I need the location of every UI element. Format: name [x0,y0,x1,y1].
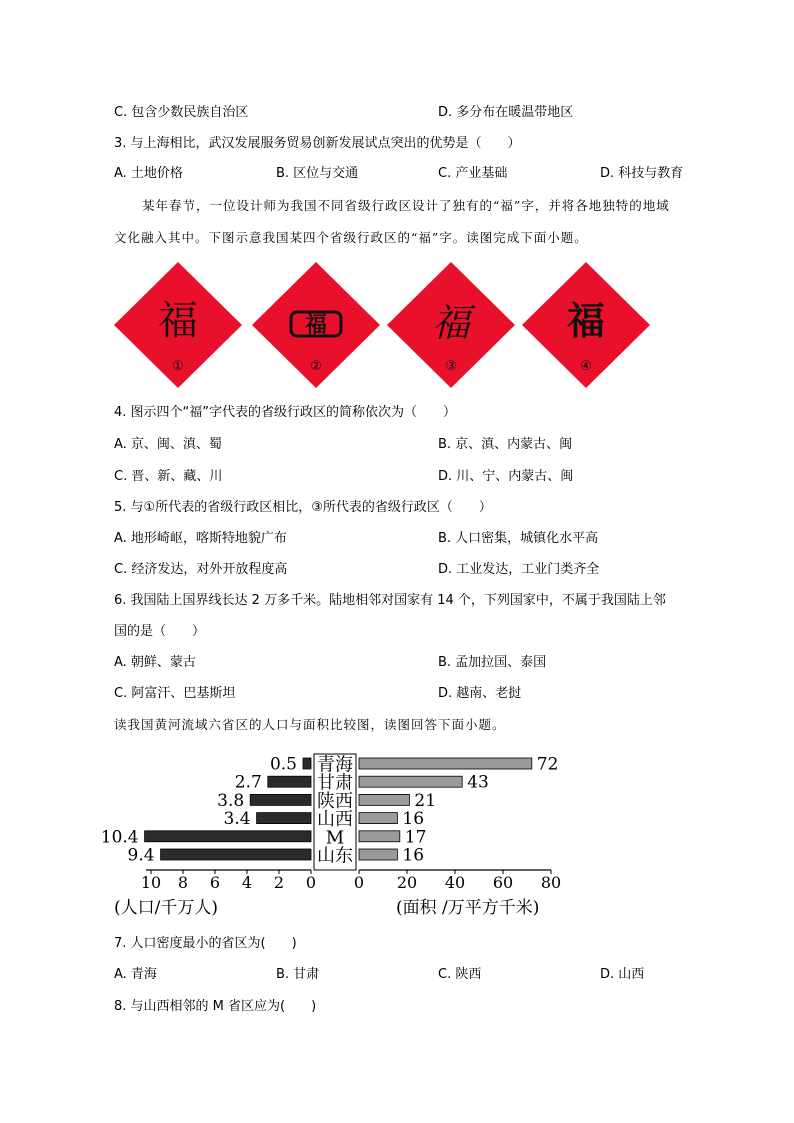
question-3: 3. 与上海相比，武汉发展服务贸易创新发展试点突出的优势是（ ） [114,136,521,151]
fu-glyph-4: 福 [566,299,606,343]
q5-option-a: A. 地形崎岖，喀斯特地貌广布 [114,531,287,546]
population-value-label: 10.4 [100,827,139,848]
category-label: 甘肃 [317,772,353,794]
q6-option-b: B. 孟加拉国、泰国 [438,655,547,670]
question-4: 4. 图示四个“福”字代表的省级行政区的简称依次为（ ） [114,405,457,420]
population-bar [303,758,311,769]
left-tick-label: 6 [209,873,221,892]
category-label: 山东 [317,845,353,867]
q3-option-b: B. 区位与交通 [276,166,359,181]
question-6-line2: 国的是（ ） [114,624,206,639]
right-tick-label: 60 [492,873,514,892]
q3-option-d: D. 科技与教育 [600,166,684,181]
question-5: 5. 与①所代表的省级行政区相比，③所代表的省级行政区（ ） [114,500,492,515]
question-6-line1: 6. 我国陆上国界线长达 2 万多千米。陆地相邻对国家有 14 个，下列国家中，不属于我国陆上邻 [114,593,666,608]
question-7: 7. 人口密度最小的省区为( ) [114,936,297,951]
left-tick-label: 2 [273,873,285,892]
question-8: 8. 与山西相邻的 M 省区应为( ) [114,999,317,1014]
population-area-chart [100,750,578,922]
q7-option-d: D. 山西 [600,967,645,982]
intro-fu-line1: 某年春节，一位设计师为我国不同省级行政区设计了独有的“福”字，并将各地独特的地域 [142,198,670,213]
area-bar [359,794,409,805]
q4-option-b: B. 京、滇、内蒙古、闽 [438,437,573,452]
area-value-label: 16 [402,845,425,866]
fu-glyph-2: 福 [304,313,328,338]
category-label: 青海 [317,754,353,776]
area-value-label: 21 [414,790,437,811]
population-value-label: 9.4 [127,845,155,866]
right-tick-label: 40 [444,873,466,892]
population-bar [161,849,311,860]
area-value-label: 43 [467,772,489,793]
population-value-label: 3.8 [217,790,245,811]
q7-option-b: B. 甘肃 [276,967,320,982]
intro-fu-line2: 文化融入其中。下图示意我国某四个省级行政区的“福”字。读图完成下面小题。 [114,230,588,245]
fu-glyph-3: 福 [431,301,471,345]
fu-label-2: ② [310,359,322,374]
q2-option-d: D. 多分布在暖温带地区 [438,105,574,120]
left-tick-label: 4 [241,873,253,892]
left-axis-title: (人口/千万人) [114,898,218,918]
category-label: 山西 [317,809,353,831]
fu-characters-figure [114,262,650,388]
q4-option-a: A. 京、闽、滇、蜀 [114,437,222,452]
fu-label-4: ④ [580,359,592,374]
q3-option-c: C. 产业基础 [438,166,508,181]
fu-glyph-1: 福 [158,298,198,344]
q6-option-c: C. 阿富汗、巴基斯坦 [114,686,236,701]
q4-option-c: C. 晋、新、藏、川 [114,469,223,484]
q3-option-a: A. 土地价格 [114,166,183,181]
population-bar [268,776,311,787]
area-value-label: 72 [536,754,559,775]
left-tick-label: 0 [305,873,317,892]
area-bar [359,813,397,824]
fu-label-1: ① [172,359,184,374]
population-bar [250,794,311,805]
right-tick-label: 0 [353,873,365,892]
population-value-label: 3.4 [223,809,251,830]
area-value-label: 16 [402,809,425,830]
area-bar [359,776,462,787]
population-bar [257,813,311,824]
right-tick-label: 20 [396,873,418,892]
area-bar [359,758,532,769]
intro-chart: 读我国黄河流域六省区的人口与面积比较图，读图回答下面小题。 [114,717,506,732]
q7-option-a: A. 青海 [114,967,157,982]
fu-diamond-3 [387,262,515,388]
fu-diamond-1 [114,262,242,388]
right-axis-title: (面积 /万平方千米) [396,898,540,918]
area-bar [359,831,400,842]
q5-option-b: B. 人口密集，城镇化水平高 [438,531,599,546]
q7-option-c: C. 陕西 [438,967,482,982]
q5-option-c: C. 经济发达，对外开放程度高 [114,562,288,577]
q5-option-d: D. 工业发达，工业门类齐全 [438,562,600,577]
fu-diamond-2 [252,262,380,388]
fu-diamond-4 [522,262,650,388]
population-value-label: 2.7 [234,772,262,793]
category-label: M [325,827,345,849]
category-label: 陕西 [317,790,353,812]
q4-option-d: D. 川、宁、内蒙古、闽 [438,469,574,484]
area-bar [359,849,397,860]
left-tick-label: 10 [140,873,162,892]
population-value-label: 0.5 [269,754,297,775]
q2-option-c: C. 包含少数民族自治区 [114,105,249,120]
fu-label-3: ③ [445,359,457,374]
area-value-label: 17 [404,827,427,848]
q6-option-d: D. 越南、老挝 [438,686,522,701]
left-tick-label: 8 [177,873,189,892]
right-tick-label: 80 [540,873,562,892]
q6-option-a: A. 朝鲜、蒙古 [114,655,196,670]
population-bar [145,831,311,842]
